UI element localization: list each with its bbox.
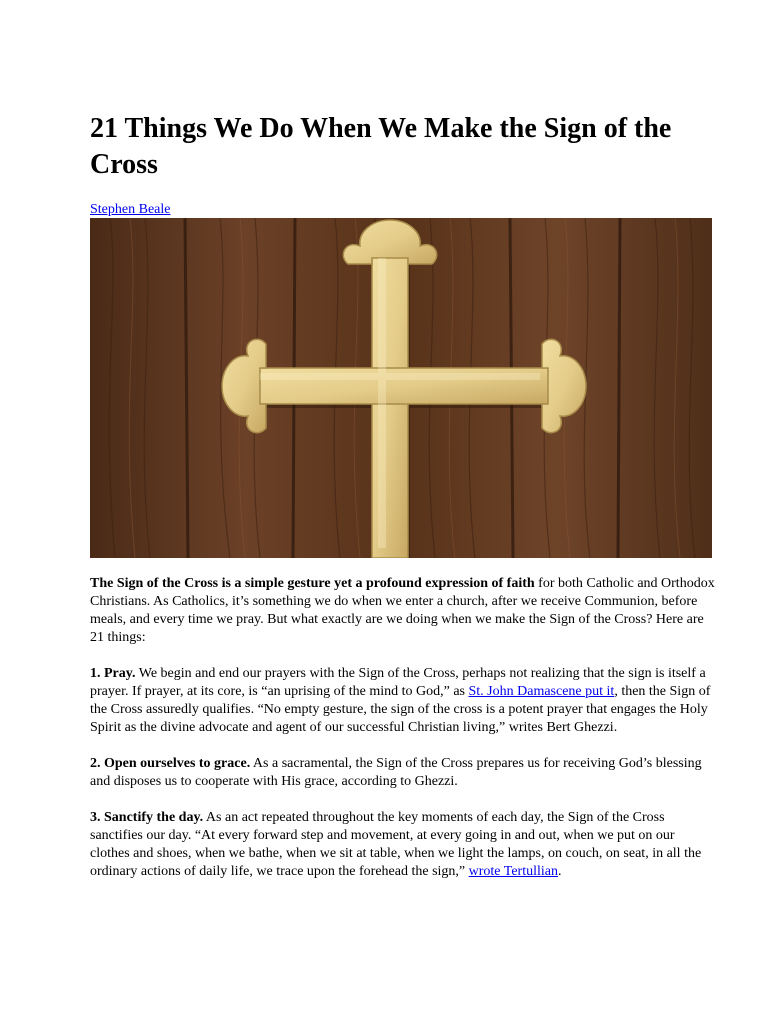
item-text: , then the Sign of the Cross assuredly qualifies. “No empty gesture, the sign of the cross is a potent prayer that engages the Holy Spirit as the divine advocate and agent of our successful Christian living,” writes Bert Ghezzi.: [90, 684, 711, 735]
item-text: As a sacramental, the Sign of the Cross prepares us for receiving God’s blessing and disposes us to cooperate with His grace, according to Ghezzi.: [90, 756, 702, 789]
cross-on-wood-image: [90, 218, 712, 558]
intro-lead: The Sign of the Cross is a simple gesture yet a profound expression of faith: [90, 576, 535, 591]
intro-paragraph: [90, 575, 715, 647]
article-body: [90, 575, 715, 899]
item-text: As an act repeated throughout the key moments of each day, the Sign of the Cross sanctifies our day. “At every forward step and movement, at every going in and out, when we put on our clothes and shoes, when we bathe, when we sit at table, when we light the lamps, on couch, on seat, in all the ordinary actions of daily life, we trace upon the forehead the sign,”: [90, 810, 702, 879]
author-link[interactable]: Stephen Beale: [90, 202, 171, 217]
item-heading: 2. Open ourselves to grace.: [90, 756, 251, 771]
item-text: .: [558, 864, 562, 879]
item-heading: 3. Sanctify the day.: [90, 810, 204, 825]
damascene-link[interactable]: St. John Damascene put it: [468, 684, 615, 699]
intro-text: for both Catholic and Orthodox Christians. As Catholics, it’s something we do when we enter a church, after we receive Communion, before meals, and every time we pray. But what exactly are we doing when we make the Sign of the Cross? Here are 21 things:: [90, 576, 715, 645]
list-item: [90, 665, 715, 737]
item-heading: 1. Pray.: [90, 666, 136, 681]
list-item: [90, 809, 715, 881]
list-item: [90, 755, 715, 791]
tertullian-link[interactable]: wrote Tertullian: [468, 864, 558, 879]
article-title: 21 Things We Do When We Make the Sign of the Cross: [90, 113, 672, 180]
item-text: We begin and end our prayers with the Sign of the Cross, perhaps not realizing that the sign is itself a prayer. If prayer, at its core, is “an uprising of the mind to God,” as: [90, 666, 706, 699]
